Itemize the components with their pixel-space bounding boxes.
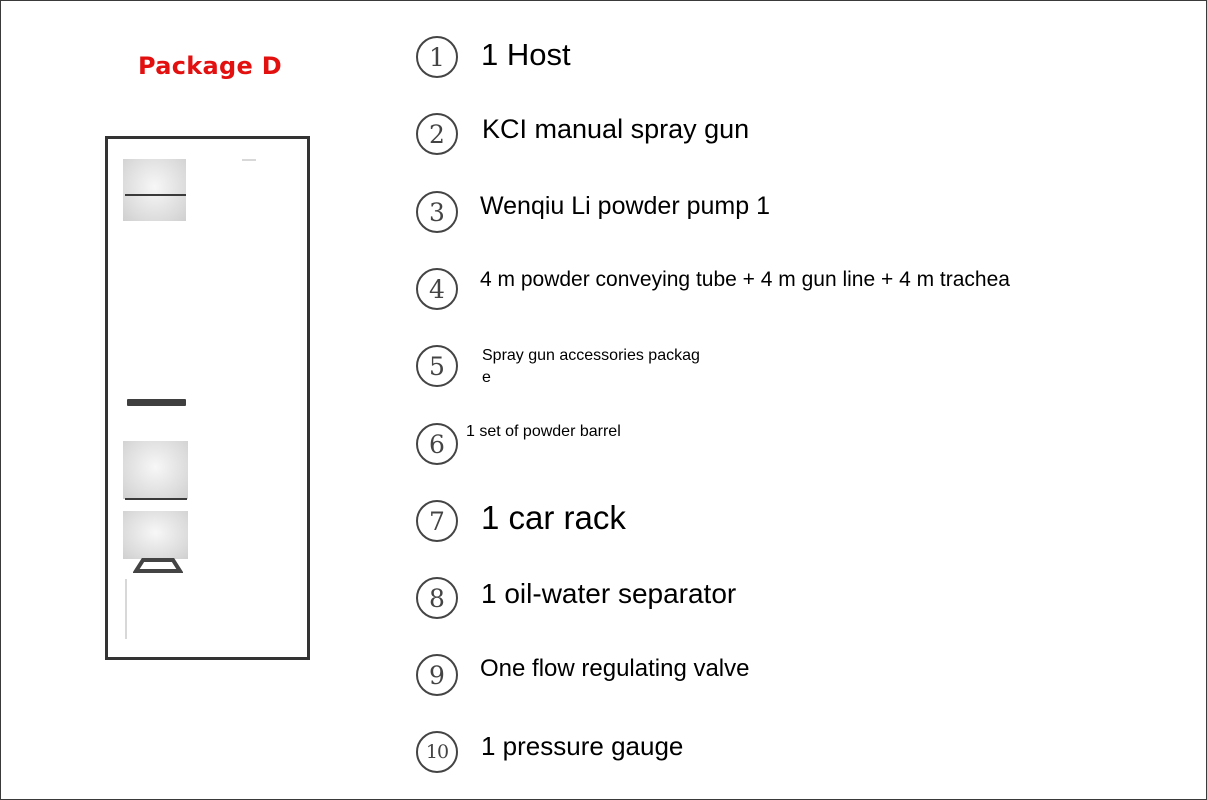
item-number-circle <box>416 500 458 542</box>
item-label: KCI manual spray gun <box>482 114 750 144</box>
package-diagram <box>105 136 310 660</box>
item-number: 1 <box>429 42 445 72</box>
item-number: 7 <box>429 506 445 536</box>
item-label: 4 m powder conveying tube + 4 m gun line + 4 m trachea <box>480 268 1010 291</box>
rack-thumbnail <box>123 511 188 559</box>
item-label: Spray gun accessories packag <box>482 347 700 364</box>
host-thumbnail-line <box>125 194 186 196</box>
item-number: 6 <box>429 429 445 459</box>
item-number-circle <box>416 36 458 78</box>
gun-line-mark <box>127 399 186 406</box>
item-number-circle <box>416 191 458 233</box>
item-number-circle <box>416 268 458 310</box>
item-label: One flow regulating valve <box>480 655 750 682</box>
item-number-circle <box>416 113 458 155</box>
item-label: 1 Host <box>481 37 571 72</box>
item-label: Wenqiu Li powder pump 1 <box>480 192 770 220</box>
item-label: 1 set of powder barrel <box>466 423 621 440</box>
rack-base-icon <box>133 557 183 577</box>
item-number: 10 <box>425 740 449 763</box>
item-number: 4 <box>429 274 445 304</box>
faint-mark <box>242 159 256 161</box>
item-number-circle <box>416 731 458 773</box>
item-number-circle <box>416 423 458 465</box>
item-number: 5 <box>429 351 445 381</box>
item-number: 3 <box>429 197 445 227</box>
item-number-circle <box>416 577 458 619</box>
item-number: 9 <box>429 660 445 690</box>
host-thumbnail <box>123 159 186 221</box>
item-label: 1 car rack <box>481 499 626 536</box>
item-number-circle <box>416 345 458 387</box>
faint-mark <box>125 579 127 639</box>
barrel-thumbnail <box>123 441 188 499</box>
item-label: 1 oil-water separator <box>481 578 737 609</box>
package-title: Package D <box>138 52 282 80</box>
item-number-circle <box>416 654 458 696</box>
item-number: 2 <box>429 119 445 149</box>
barrel-thumbnail-line <box>125 498 187 500</box>
item-label: 1 pressure gauge <box>481 731 684 761</box>
item-label-continuation: e <box>482 369 491 386</box>
item-number: 8 <box>429 583 445 613</box>
